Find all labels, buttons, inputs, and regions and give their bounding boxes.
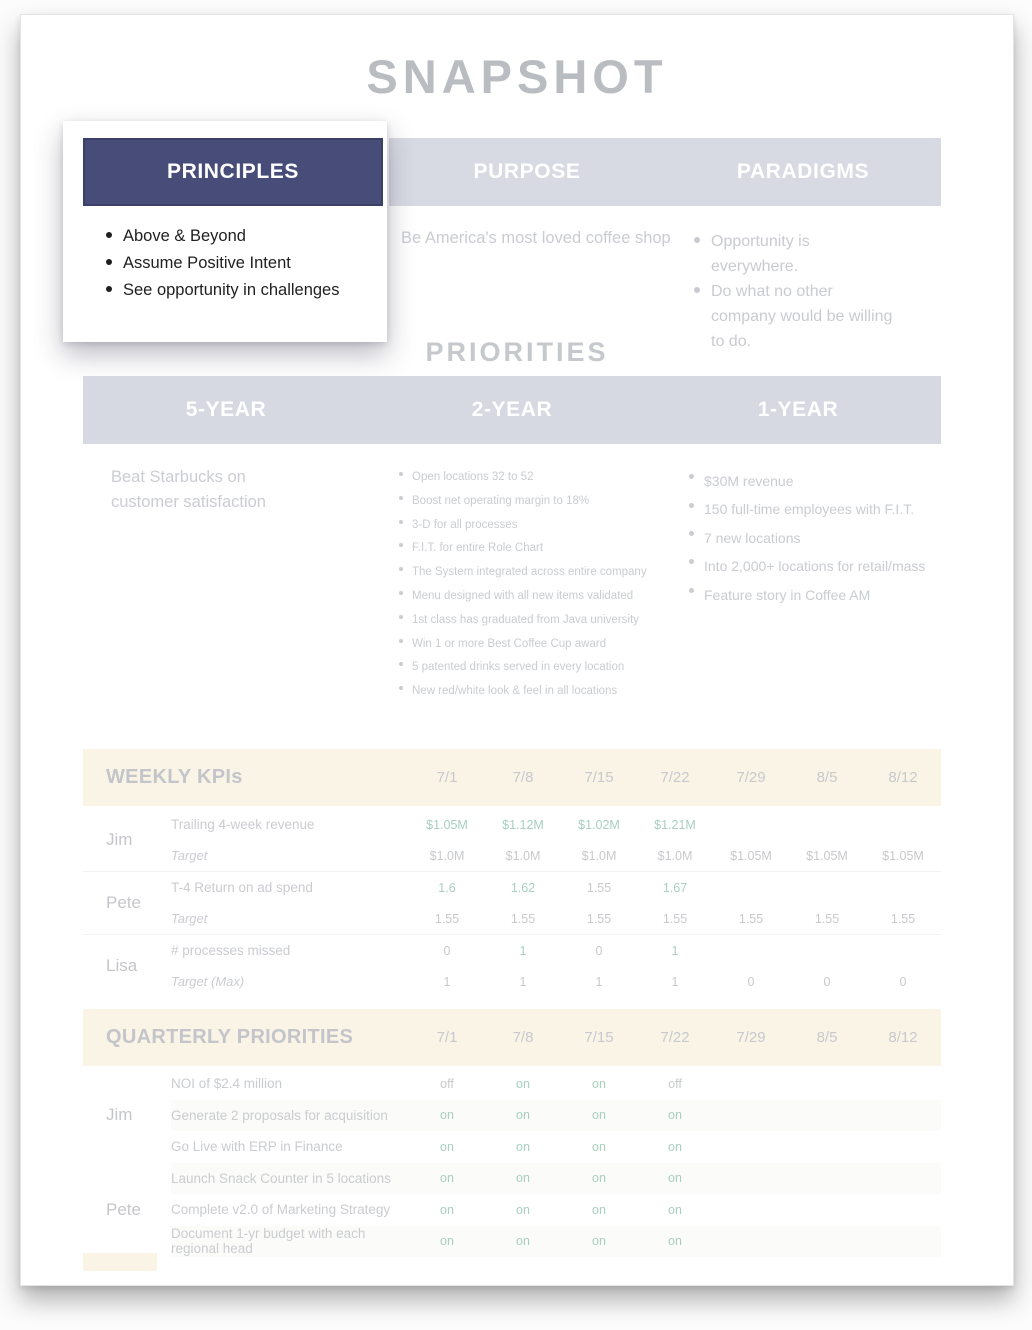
metric-label: T-4 Return on ad spend xyxy=(171,880,313,895)
principles-card[interactable] xyxy=(63,121,387,342)
top-header-bar xyxy=(389,138,941,206)
kpi-value-cell: 1 xyxy=(519,974,527,989)
quarterly-date-row xyxy=(409,1029,941,1046)
kpi-value-cell: 1 xyxy=(443,974,451,989)
date-label: 7/15 xyxy=(584,769,614,786)
kpi-value-cell: on xyxy=(516,1139,530,1154)
kpi-value-cell: on xyxy=(440,1108,454,1123)
priority-row xyxy=(171,1163,941,1195)
priority-row xyxy=(171,1226,941,1258)
weekly-kpis-table xyxy=(83,809,941,997)
kpi-value-cell: 1 xyxy=(519,943,527,958)
kpi-value-cell: 0 xyxy=(443,943,451,958)
bullet-item: 150 full-time employees with F.I.T. xyxy=(689,495,939,523)
principles-list xyxy=(106,223,339,304)
kpi-value-cell: $1.0M xyxy=(429,848,465,863)
priority-row xyxy=(171,1194,941,1226)
kpi-group xyxy=(83,809,941,871)
kpi-value-cell: on xyxy=(440,1171,454,1186)
kpi-value-cell: $1.12M xyxy=(502,817,544,832)
bullet-item: Menu designed with all new items validated xyxy=(399,585,679,609)
kpi-value-cell: 1.55 xyxy=(890,911,916,926)
date-label: 8/12 xyxy=(888,1029,918,1046)
kpi-value-cell: 0 xyxy=(747,974,755,989)
kpi-row xyxy=(171,935,941,966)
kpi-row xyxy=(171,872,941,903)
priority-label: Launch Snack Counter in 5 locations xyxy=(171,1170,391,1186)
metric-label: Target (Max) xyxy=(171,974,245,989)
bullet-item: Above & Beyond xyxy=(106,223,339,250)
priority-label: Complete v2.0 of Marketing Strategy xyxy=(171,1202,391,1218)
kpi-value-cell: on xyxy=(668,1171,682,1186)
kpi-value-cell: on xyxy=(516,1108,530,1123)
kpi-value-cell: $1.0M xyxy=(657,848,693,863)
kpi-value-cell: $1.21M xyxy=(654,817,696,832)
kpi-value-cell: on xyxy=(440,1202,454,1217)
five-year-goal: Beat Starbucks on customer satisfaction xyxy=(111,468,266,511)
kpi-value-cell: on xyxy=(516,1171,530,1186)
kpi-row xyxy=(171,966,941,997)
kpi-value-cell: $1.05M xyxy=(882,848,924,863)
kpi-value-cell: on xyxy=(668,1108,682,1123)
priority-label: Go Live with ERP in Finance xyxy=(171,1139,343,1155)
kpi-value-cell: on xyxy=(668,1139,682,1154)
kpi-row xyxy=(171,809,941,840)
weekly-date-row xyxy=(409,769,941,786)
kpi-value-cell: 1 xyxy=(671,943,679,958)
kpi-value-cell: on xyxy=(592,1202,606,1217)
owner-label: Jim xyxy=(106,830,133,849)
kpi-value-cell: 1.55 xyxy=(662,911,688,926)
kpi-value-cell: 1.55 xyxy=(814,911,840,926)
bullet-item: New red/white look & feel in all locations xyxy=(399,680,679,704)
metric-label: # processes missed xyxy=(171,943,291,958)
date-label: 8/12 xyxy=(888,769,918,786)
priority-label: Document 1-yr budget with each regional head xyxy=(171,1226,366,1257)
owner-label: Jim xyxy=(106,1105,133,1125)
tab-paradigms[interactable]: PARADIGMS xyxy=(736,160,870,183)
kpi-value-cell: $1.0M xyxy=(505,848,541,863)
bullet-item: Assume Positive Intent xyxy=(106,250,339,277)
bullet-item: Open locations 32 to 52 xyxy=(399,466,679,490)
kpi-value-cell: $1.05M xyxy=(730,848,772,863)
kpi-value-cell: $1.05M xyxy=(426,817,468,832)
priority-label: NOI of $2.4 million xyxy=(171,1076,283,1092)
metric-label: Target xyxy=(171,911,208,926)
quarterly-priorities-band xyxy=(83,1009,941,1066)
date-label: 8/5 xyxy=(816,1029,838,1046)
kpi-value-cell: $1.0M xyxy=(581,848,617,863)
bullet-item: Feature story in Coffee AM xyxy=(689,581,939,609)
priority-group xyxy=(83,1068,941,1163)
bullet-item: $30M revenue xyxy=(689,467,939,495)
kpi-value-cell: on xyxy=(440,1234,454,1249)
tab-purpose[interactable]: PURPOSE xyxy=(473,160,581,183)
date-label: 8/5 xyxy=(816,769,838,786)
kpi-value-cell: 1.6 xyxy=(438,880,456,895)
kpi-value-cell: 1.62 xyxy=(510,880,536,895)
priority-row xyxy=(171,1131,941,1163)
kpi-value-cell: 0 xyxy=(823,974,831,989)
kpi-value-cell: 1.55 xyxy=(586,911,612,926)
date-label: 7/8 xyxy=(512,769,534,786)
priorities-header-bar xyxy=(83,376,941,444)
weekly-kpis-band xyxy=(83,749,941,806)
kpi-value-cell: 1.67 xyxy=(662,880,688,895)
kpi-value-cell: off xyxy=(668,1076,682,1091)
bullet-item: Win 1 or more Best Coffee Cup award xyxy=(399,633,679,657)
one-year-list xyxy=(689,467,939,609)
bullet-item: Do what no other company would be willing to do. xyxy=(694,279,899,354)
kpi-value-cell: on xyxy=(592,1171,606,1186)
kpi-value-cell: $1.05M xyxy=(806,848,848,863)
kpi-value-cell: on xyxy=(668,1234,682,1249)
two-year-list xyxy=(399,466,679,704)
bullet-item: Into 2,000+ locations for retail/mass xyxy=(689,552,939,580)
kpi-value-cell: off xyxy=(440,1076,454,1091)
kpi-value-cell: 0 xyxy=(899,974,907,989)
priorities-title: PRIORITIES xyxy=(425,337,609,367)
date-label: 7/15 xyxy=(584,1029,614,1046)
column-header-1-year: 1-YEAR xyxy=(757,398,839,421)
owner-label: Pete xyxy=(106,893,141,912)
bullet-item: Opportunity is everywhere. xyxy=(694,229,899,279)
owner-label: Lisa xyxy=(106,956,138,975)
bullet-item: See opportunity in challenges xyxy=(106,277,339,304)
bullet-item: 7 new locations xyxy=(689,524,939,552)
kpi-group xyxy=(83,934,941,997)
kpi-value-cell: on xyxy=(516,1234,530,1249)
metric-label: Trailing 4-week revenue xyxy=(171,817,315,832)
kpi-value-cell: on xyxy=(516,1202,530,1217)
owner-label: Pete xyxy=(106,1199,141,1219)
bullet-item: 5 patented drinks served in every location xyxy=(399,656,679,680)
tab-principles[interactable]: PRINCIPLES xyxy=(83,138,383,206)
column-header-2-year: 2-YEAR xyxy=(471,398,553,421)
date-label: 7/1 xyxy=(436,1029,458,1046)
date-label: 7/22 xyxy=(660,769,690,786)
weekly-kpis-title: WEEKLY KPIs xyxy=(106,766,243,788)
date-label: 7/8 xyxy=(512,1029,534,1046)
kpi-value-cell: on xyxy=(668,1202,682,1217)
paradigms-list xyxy=(694,229,899,354)
kpi-value-cell: on xyxy=(440,1139,454,1154)
priority-group xyxy=(83,1163,941,1258)
kpi-value-cell: 1 xyxy=(595,974,603,989)
kpi-value-cell: on xyxy=(592,1234,606,1249)
purpose-statement: Be America's most loved coffee shop xyxy=(401,229,671,247)
quarterly-priorities-title: QUARTERLY PRIORITIES xyxy=(106,1026,354,1048)
priority-row xyxy=(171,1068,941,1100)
date-label: 7/22 xyxy=(660,1029,690,1046)
bullet-item: F.I.T. for entire Role Chart xyxy=(399,537,679,561)
kpi-value-cell: 1.55 xyxy=(586,880,612,895)
page-title: SNAPSHOT xyxy=(366,50,668,103)
date-label: 7/29 xyxy=(736,1029,766,1046)
kpi-value-cell: 1.55 xyxy=(434,911,460,926)
kpi-value-cell: on xyxy=(592,1076,606,1091)
metric-label: Target xyxy=(171,848,208,863)
date-label: 7/1 xyxy=(436,769,458,786)
quarterly-priorities-table xyxy=(83,1068,941,1257)
kpi-value-cell: 1.55 xyxy=(510,911,536,926)
bullet-item: The System integrated across entire company xyxy=(399,561,679,585)
kpi-value-cell: 0 xyxy=(595,943,603,958)
kpi-value-cell: on xyxy=(592,1139,606,1154)
kpi-row xyxy=(171,903,941,934)
kpi-group xyxy=(83,871,941,934)
kpi-value-cell: on xyxy=(592,1108,606,1123)
date-label: 7/29 xyxy=(736,769,766,786)
kpi-value-cell: on xyxy=(516,1076,530,1091)
kpi-value-cell: 1 xyxy=(671,974,679,989)
bullet-item: 1st class has graduated from Java university xyxy=(399,609,679,633)
kpi-value-cell: 1.55 xyxy=(738,911,764,926)
partial-band-edge xyxy=(83,1253,157,1271)
priority-label: Generate 2 proposals for acquisition xyxy=(171,1107,388,1123)
priority-row xyxy=(171,1100,941,1132)
bullet-item: 3-D for all processes xyxy=(399,514,679,538)
kpi-row xyxy=(171,840,941,871)
kpi-value-cell: $1.02M xyxy=(578,817,620,832)
snapshot-sheet xyxy=(20,14,1014,1286)
column-header-5-year: 5-YEAR xyxy=(185,398,267,421)
bullet-item: Boost net operating margin to 18% xyxy=(399,490,679,514)
